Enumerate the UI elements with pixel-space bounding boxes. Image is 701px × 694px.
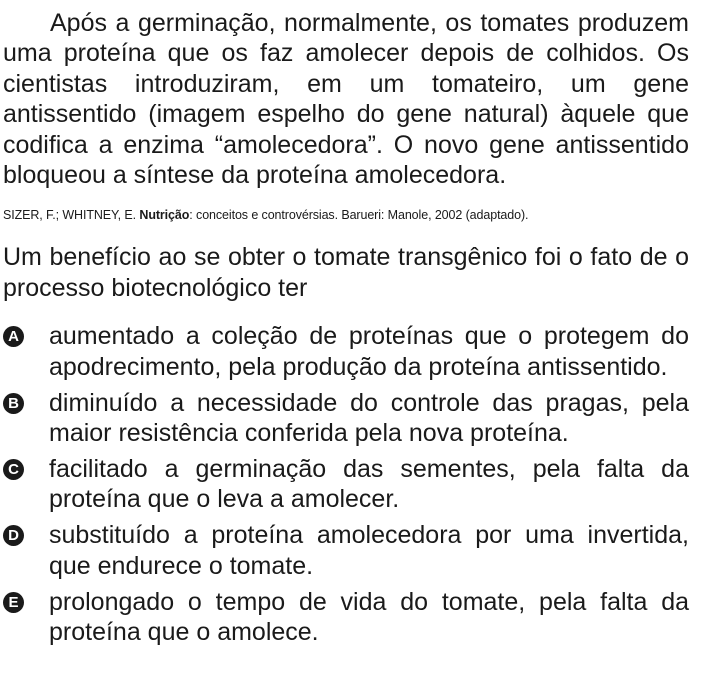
citation-details: : conceitos e controvérsias. Barueri: Manole, 2002 (adaptado). [189,208,529,223]
citation [3,207,689,223]
document-page [3,8,689,653]
option-c[interactable] [3,454,689,515]
citation-authors: SIZER, F.; WHITNEY, E. [3,208,140,223]
option-b-letter-badge: B [3,393,24,414]
option-a-text: aumentado a coleção de proteínas que o protegem do apodrecimento, pela produção da proteína antissentido. [49,322,689,381]
option-d-text: substituído a proteína amolecedora por uma invertida, que endurece o tomate. [49,521,689,580]
option-d-letter-badge: D [3,525,24,546]
option-c-text: facilitado a germinação das sementes, pela falta da proteína que o leva a amolecer. [49,454,689,514]
option-e-letter-badge: E [3,592,24,613]
question-text: Um benefício ao se obter o tomate transgênico foi o fato de o processo biotecnológico ter [3,243,689,302]
option-d[interactable] [3,520,689,581]
option-c-letter-badge: C [3,459,24,480]
option-b-text: diminuído a necessidade do controle das pragas, pela maior resistência conferida pela nova proteína. [49,388,689,447]
answer-options [3,321,689,647]
intro-paragraph: Após a germinação, normalmente, os tomates produzem uma proteína que os faz amolecer depois de colhidos. Os cientistas introduziram, em um tomateiro, um gene antissentido (imagem espelho do gene natural) àquele que codifica a enzima “amolecedora”. O novo gene antissentido bloqueou a síntese da proteína amolecedora. [3,9,689,190]
option-a-letter-badge: A [3,326,24,347]
option-b[interactable] [3,388,689,449]
option-a[interactable] [3,321,689,382]
option-e-text: prolongado o tempo de vida do tomate, pela falta da proteína que o amolece. [49,587,689,646]
option-e[interactable] [3,587,689,648]
citation-title: Nutrição [139,208,190,223]
